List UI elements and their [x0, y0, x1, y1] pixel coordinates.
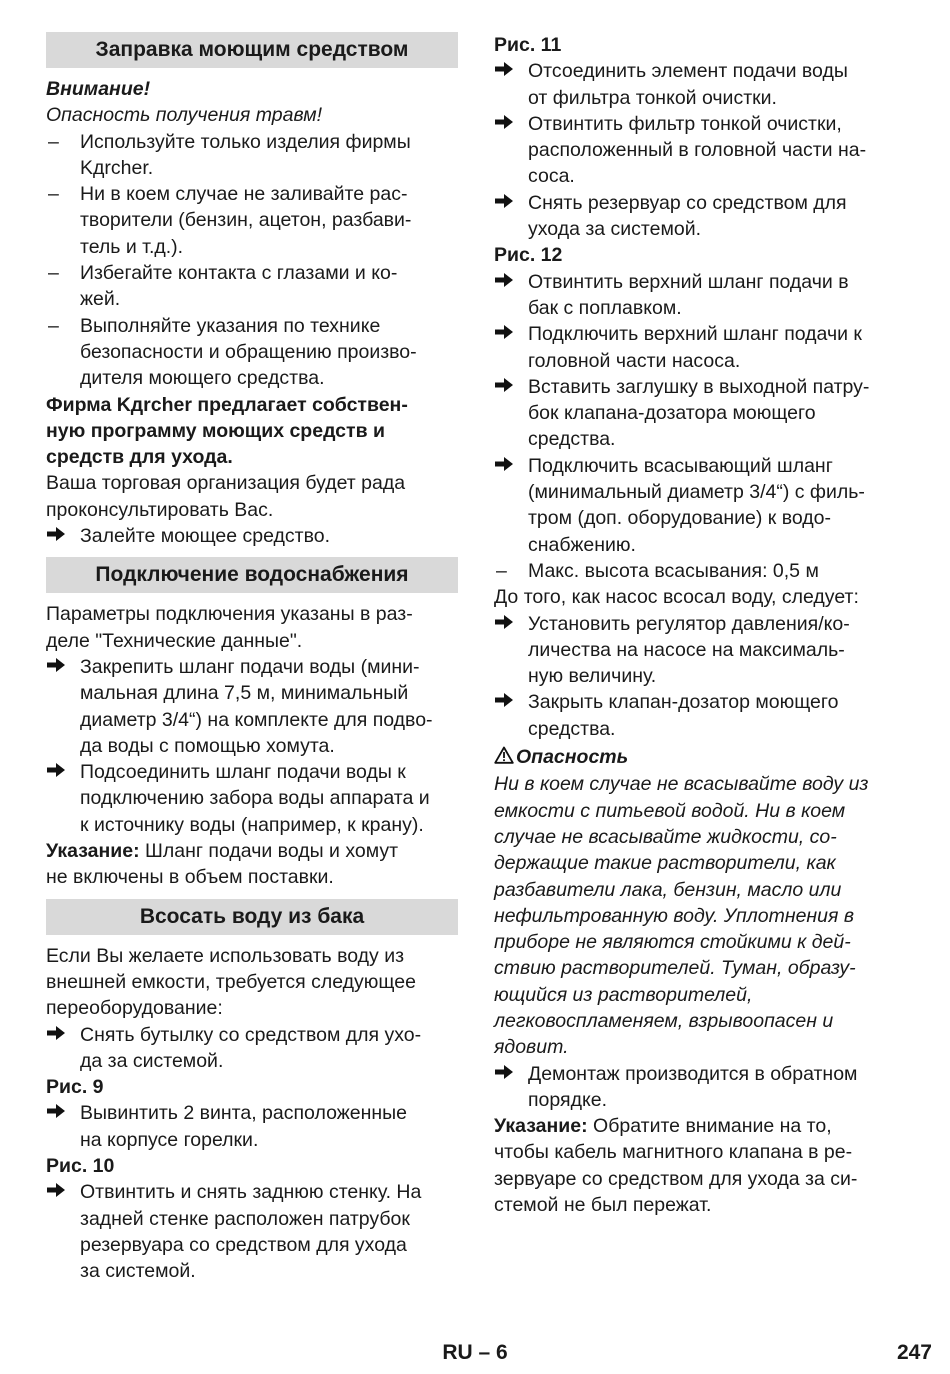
before-suction-text: До того, как насос всосал воду, следует:	[494, 586, 859, 609]
step-item: Вставить заглушку в выходной патру- бок клапана-дозатора моющего средства.	[494, 374, 906, 453]
arrow-right-icon	[494, 1061, 522, 1087]
step-item: Закрепить шланг подачи воды (мини- мальная длина 7,5 м, минимальный диаметр 3/4“) на комплекте для подво- да воды с помощью хомута.	[46, 654, 458, 759]
dealer-paragraph: Ваша торговая организация будет рада проконсультировать Вас.	[46, 472, 406, 521]
list-item: – Выполняйте указания по технике безопасности и обращению произво- дителя моющего средства.	[48, 314, 417, 390]
list-item: – Используйте только изделия фирмы Kдrcher.	[48, 130, 411, 179]
injury-danger-text: Опасность получения травм!	[46, 104, 323, 127]
arrow-right-icon	[494, 689, 522, 715]
dash-bullet: –	[48, 130, 59, 153]
arrow-right-icon	[494, 111, 522, 137]
dash-bullet: –	[48, 262, 59, 285]
danger-text: Ни в коем случае не всасывайте воду из емкости с питьевой водой. Ни в коем случае не всасывайте жидкости, со- держащие такие растворители, как разбавители лака, бензин, масло или нефильтрованную воду. Уплотнения в приборе не являются стойкими к дей- ствию растворителей. Туман, образу- ющийся из растворителей, легковоспламеняем, взрывоопасен и ядовит.	[494, 773, 869, 1059]
dash-bullet: –	[48, 183, 59, 206]
arrow-right-icon	[46, 1179, 74, 1205]
step-item: Снять резервуар со средством для ухода за системой.	[494, 190, 906, 243]
cable-note: Указание: Обратите внимание на то, чтобы кабель магнитного клапана в ре- зервуаре со средством для ухода за си- стемой не был пережат.	[494, 1115, 858, 1217]
arrow-right-icon	[494, 611, 522, 637]
external-tank-paragraph: Если Вы желаете использовать воду из внешней емкости, требуется следующее переоборудование:	[46, 944, 416, 1020]
step-item: Отвинтить фильтр тонкой очистки, расположенный в головной части на- соса.	[494, 111, 906, 190]
step-item: Подсоединить шланг подачи воды к подключению забора воды аппарата и к источнику воды (например, к крану).	[46, 759, 458, 838]
list-item: – Макс. высота всасывания: 0,5 м	[494, 558, 906, 584]
right-column	[494, 32, 906, 1218]
arrow-right-icon	[494, 269, 522, 295]
figure-label-10: Рис. 10	[46, 1154, 115, 1177]
figure-label-12: Рис. 12	[494, 244, 563, 267]
arrow-right-icon	[494, 453, 522, 479]
arrow-right-icon	[494, 58, 522, 84]
page-number: 247	[896, 1341, 932, 1364]
step-item: Подключить верхний шланг подачи к головной части насоса.	[494, 321, 906, 374]
arrow-right-icon	[494, 190, 522, 216]
step-item: Отвинтить и снять заднюю стенку. На задней стенке расположен патрубок резервуара со средством для ухода за системой.	[46, 1179, 458, 1284]
figure-label-11: Рис. 11	[494, 34, 562, 56]
warning-triangle-icon	[494, 745, 516, 771]
step-item: Вывинтить 2 винта, расположенные на корпусе горелки.	[46, 1100, 458, 1153]
section-heading-detergent: Заправка моющим средством	[46, 32, 458, 68]
step-item: Отвинтить верхний шланг подачи в бак с поплавком.	[494, 269, 906, 322]
hose-note: Указание: Шланг подачи воды и хомут не включены в объем поставки.	[46, 840, 399, 889]
section-heading-water-supply: Подключение водоснабжения	[46, 557, 458, 593]
attention-label: Внимание!	[46, 78, 151, 100]
arrow-right-icon	[46, 1022, 74, 1048]
step-item: Закрыть клапан-дозатор моющего средства.	[494, 689, 906, 742]
dash-bullet: –	[496, 559, 507, 582]
kaercher-program-note: Фирма Kдrcher предлагает собствен- ную программу моющих средств и средств для ухода.	[46, 393, 408, 469]
dash-bullet: –	[48, 314, 59, 337]
arrow-right-icon	[46, 759, 74, 785]
page-code: RU – 6	[442, 1341, 508, 1364]
step-item: Подключить всасывающий шланг (минимальный диаметр 3/4“) с филь- тром (доп. оборудование) к водо- снабжению.	[494, 453, 906, 558]
list-item: – Избегайте контакта с глазами и ко- жей.	[48, 262, 398, 311]
arrow-right-icon	[46, 1100, 74, 1126]
step-item: Снять бутылку со средством для ухо- да за системой.	[46, 1022, 458, 1075]
section-heading-suction: Всосать воду из бака	[46, 899, 458, 935]
arrow-right-icon	[46, 523, 74, 549]
arrow-right-icon	[46, 654, 74, 680]
figure-label-9: Рис. 9	[46, 1076, 104, 1099]
list-item: – Ни в коем случае не заливайте рас- творители (бензин, ацетон, разбави- тель и т.д.).	[48, 183, 412, 258]
step-item: Отсоединить элемент подачи воды от фильтра тонкой очистки.	[494, 58, 906, 111]
step-item: Демонтаж производится в обратном порядке.	[494, 1061, 906, 1114]
step-item: Установить регулятор давления/ко- личества на насосе на максималь- ную величину.	[494, 611, 906, 690]
step-item: Залейте моющее средство.	[46, 523, 458, 549]
left-column	[46, 32, 458, 1284]
arrow-right-icon	[494, 321, 522, 347]
connection-params-paragraph: Параметры подключения указаны в раз- деле "Технические данные".	[46, 603, 413, 652]
danger-heading: Опасность	[494, 744, 906, 771]
arrow-right-icon	[494, 374, 522, 400]
